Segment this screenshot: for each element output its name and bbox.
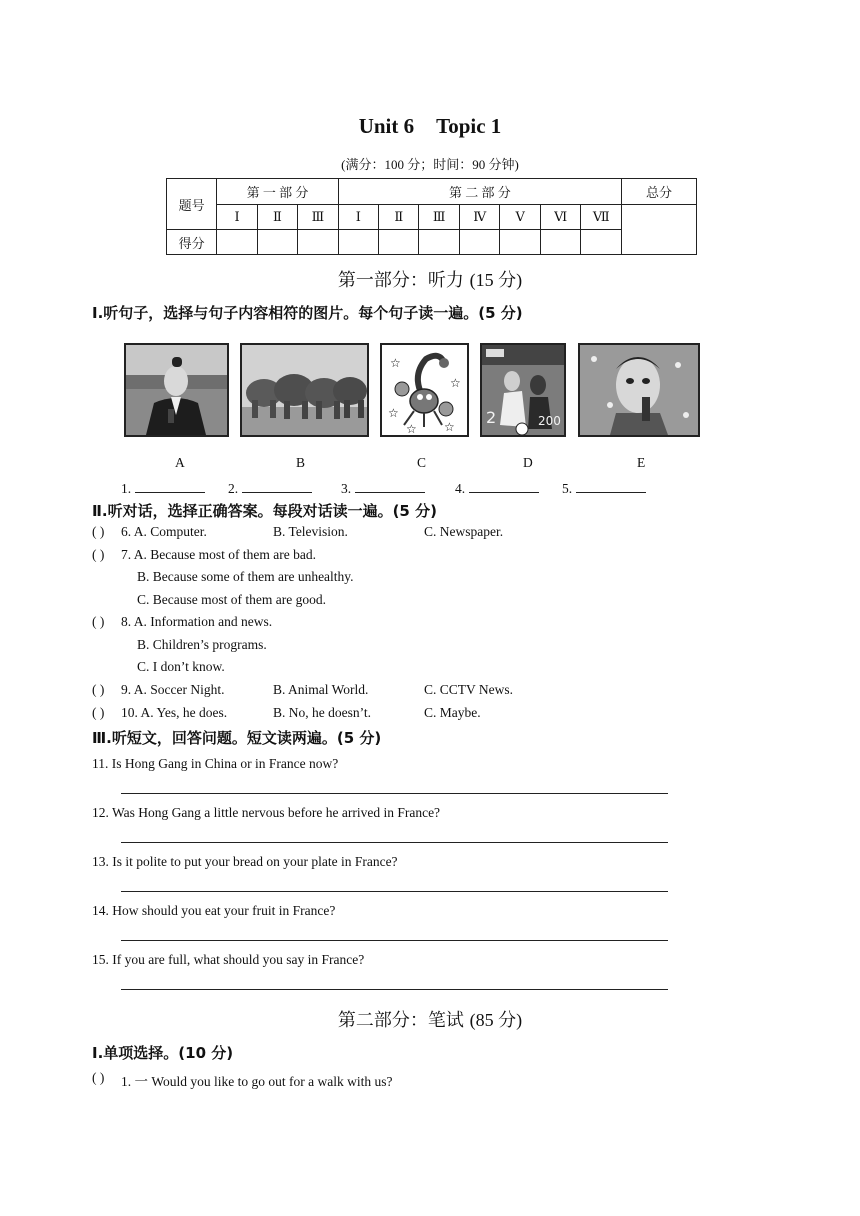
answer-blank[interactable] — [355, 480, 425, 493]
question-1-stem: 1. 一 Would you like to go out for a walk with us? — [121, 1074, 393, 1089]
part2-heading-text: 第二部分：笔试 — [337, 1010, 464, 1031]
blank-1[interactable] — [121, 480, 205, 497]
blank-4[interactable] — [455, 480, 539, 497]
question-9-option-c: C. CCTV News. — [424, 682, 514, 697]
question-6-option-b: B. Television. — [273, 524, 348, 539]
soccer-picture-icon — [482, 345, 564, 435]
row-label-question-number: 题号 — [167, 179, 217, 230]
question-8-paren[interactable]: ( ) — [92, 614, 105, 629]
picture-d — [480, 343, 566, 437]
question-14: 14. How should you eat your fruit in France? — [92, 903, 336, 918]
picture-letter-e: E — [637, 455, 646, 470]
blank-number: 2. — [228, 481, 239, 496]
total-score-cell[interactable] — [622, 205, 697, 255]
question-15: 15. If you are full, what should you say in France? — [92, 952, 365, 967]
blank-3[interactable] — [341, 480, 425, 497]
answer-line-15[interactable] — [121, 989, 668, 990]
score-cell[interactable] — [257, 230, 297, 255]
section-2-heading: Ⅱ.听对话，选择正确答案。每段对话读一遍。(5 分) — [92, 502, 437, 520]
answer-line-12[interactable] — [121, 842, 668, 843]
section-1-heading: Ⅰ.听句子，选择与句子内容相符的图片。每个句子读一遍。(5 分) — [92, 304, 523, 322]
question-7-option-c: C. Because most of them are good. — [137, 592, 326, 607]
part1-col-2: Ⅱ — [257, 205, 297, 230]
blank-5[interactable] — [562, 480, 646, 497]
score-cell[interactable] — [540, 230, 581, 255]
part1-col-1: Ⅰ — [217, 205, 257, 230]
question-8-option-b: B. Children’s programs. — [137, 637, 267, 652]
picture-letter-a: A — [175, 455, 185, 470]
blank-2[interactable] — [228, 480, 312, 497]
part1-heading-text: 第一部分：听力 — [337, 270, 464, 291]
section-4-heading: Ⅰ.单项选择。(10 分) — [92, 1044, 234, 1062]
part1-header: 第 一 部 分 — [217, 179, 338, 205]
svg-text:☆: ☆ — [444, 420, 455, 434]
section-3-heading: Ⅲ.听短文，回答问题。短文读两遍。(5 分) — [92, 729, 382, 747]
svg-text:☆: ☆ — [390, 356, 401, 370]
question-9-option-b: B. Animal World. — [273, 682, 369, 697]
svg-text:☆: ☆ — [388, 406, 399, 420]
score-cell[interactable] — [419, 230, 460, 255]
picture-a — [124, 343, 229, 437]
question-1-paren[interactable]: ( ) — [92, 1070, 105, 1085]
score-cell[interactable] — [500, 230, 540, 255]
answer-blank[interactable] — [576, 480, 646, 493]
answer-line-11[interactable] — [121, 793, 668, 794]
question-10-option-c: C. Maybe. — [424, 705, 481, 720]
score-cell[interactable] — [298, 230, 339, 255]
question-6-paren[interactable]: ( ) — [92, 524, 105, 539]
part1-heading — [0, 266, 860, 292]
page-title — [0, 114, 860, 139]
answer-blank[interactable] — [135, 480, 205, 493]
question-12: 12. Was Hong Gang a little nervous before he arrived in France? — [92, 805, 441, 820]
question-6-option-a: 6. A. Computer. — [121, 524, 207, 539]
elephants-picture-icon — [242, 345, 367, 435]
part2-heading — [0, 1006, 860, 1032]
part2-col-2: Ⅱ — [379, 205, 419, 230]
picture-letter-b: B — [296, 455, 306, 470]
question-9-paren[interactable]: ( ) — [92, 682, 105, 697]
svg-text:☆: ☆ — [406, 422, 417, 435]
question-9-option-a: 9. A. Soccer Night. — [121, 682, 225, 697]
question-8-option-a: 8. A. Information and news. — [121, 614, 273, 629]
picture-letter-d: D — [523, 455, 533, 470]
cartoon-scorpion-picture-icon — [382, 345, 467, 435]
part2-col-6: Ⅵ — [540, 205, 581, 230]
picture-b — [240, 343, 369, 437]
news-reporter-picture-icon — [126, 345, 227, 435]
part2-header: 第 二 部 分 — [338, 179, 621, 205]
part1-heading-points: (15 分) — [469, 270, 523, 290]
picture-letter-c: C — [417, 455, 427, 470]
part2-heading-points: (85 分) — [469, 1010, 523, 1030]
answer-blank[interactable] — [469, 480, 539, 493]
question-10-option-b: B. No, he doesn’t. — [273, 705, 371, 720]
score-table — [166, 178, 697, 255]
question-10-option-a: 10. A. Yes, he does. — [121, 705, 228, 720]
question-7-option-b: B. Because some of them are unhealthy. — [137, 569, 354, 584]
blank-number: 1. — [121, 481, 132, 496]
title-unit: Unit 6 — [358, 114, 415, 138]
svg-text:200: 200 — [538, 414, 561, 428]
blank-number: 4. — [455, 481, 466, 496]
page-subtitle: (满分：100 分；时间：90 分钟) — [341, 157, 519, 172]
total-header: 总分 — [622, 179, 697, 205]
part2-col-3: Ⅲ — [419, 205, 460, 230]
comedian-picture-icon — [580, 345, 698, 435]
question-10-paren[interactable]: ( ) — [92, 705, 105, 720]
score-cell[interactable] — [581, 230, 622, 255]
part2-col-5: Ⅴ — [500, 205, 540, 230]
question-7-paren[interactable]: ( ) — [92, 547, 105, 562]
part2-col-4: Ⅳ — [459, 205, 500, 230]
score-cell[interactable] — [217, 230, 257, 255]
question-6-option-c: C. Newspaper. — [424, 524, 504, 539]
question-13: 13. Is it polite to put your bread on your plate in France? — [92, 854, 398, 869]
answer-line-14[interactable] — [121, 940, 668, 941]
question-8-option-c: C. I don’t know. — [137, 659, 225, 674]
title-topic: Topic 1 — [436, 114, 502, 138]
score-cell[interactable] — [338, 230, 378, 255]
row-label-score: 得分 — [167, 230, 217, 255]
part1-col-3: Ⅲ — [298, 205, 339, 230]
question-11: 11. Is Hong Gang in China or in France now? — [92, 756, 339, 771]
picture-c — [380, 343, 469, 437]
part2-col-7: Ⅶ — [581, 205, 622, 230]
answer-line-13[interactable] — [121, 891, 668, 892]
part2-col-1: Ⅰ — [338, 205, 378, 230]
question-7-option-a: 7. A. Because most of them are bad. — [121, 547, 316, 562]
blank-number: 5. — [562, 481, 573, 496]
score-cell[interactable] — [379, 230, 419, 255]
svg-text:2: 2 — [486, 408, 497, 427]
score-cell[interactable] — [459, 230, 500, 255]
picture-e — [578, 343, 700, 437]
answer-blank[interactable] — [242, 480, 312, 493]
blank-number: 3. — [341, 481, 352, 496]
svg-text:☆: ☆ — [450, 376, 461, 390]
